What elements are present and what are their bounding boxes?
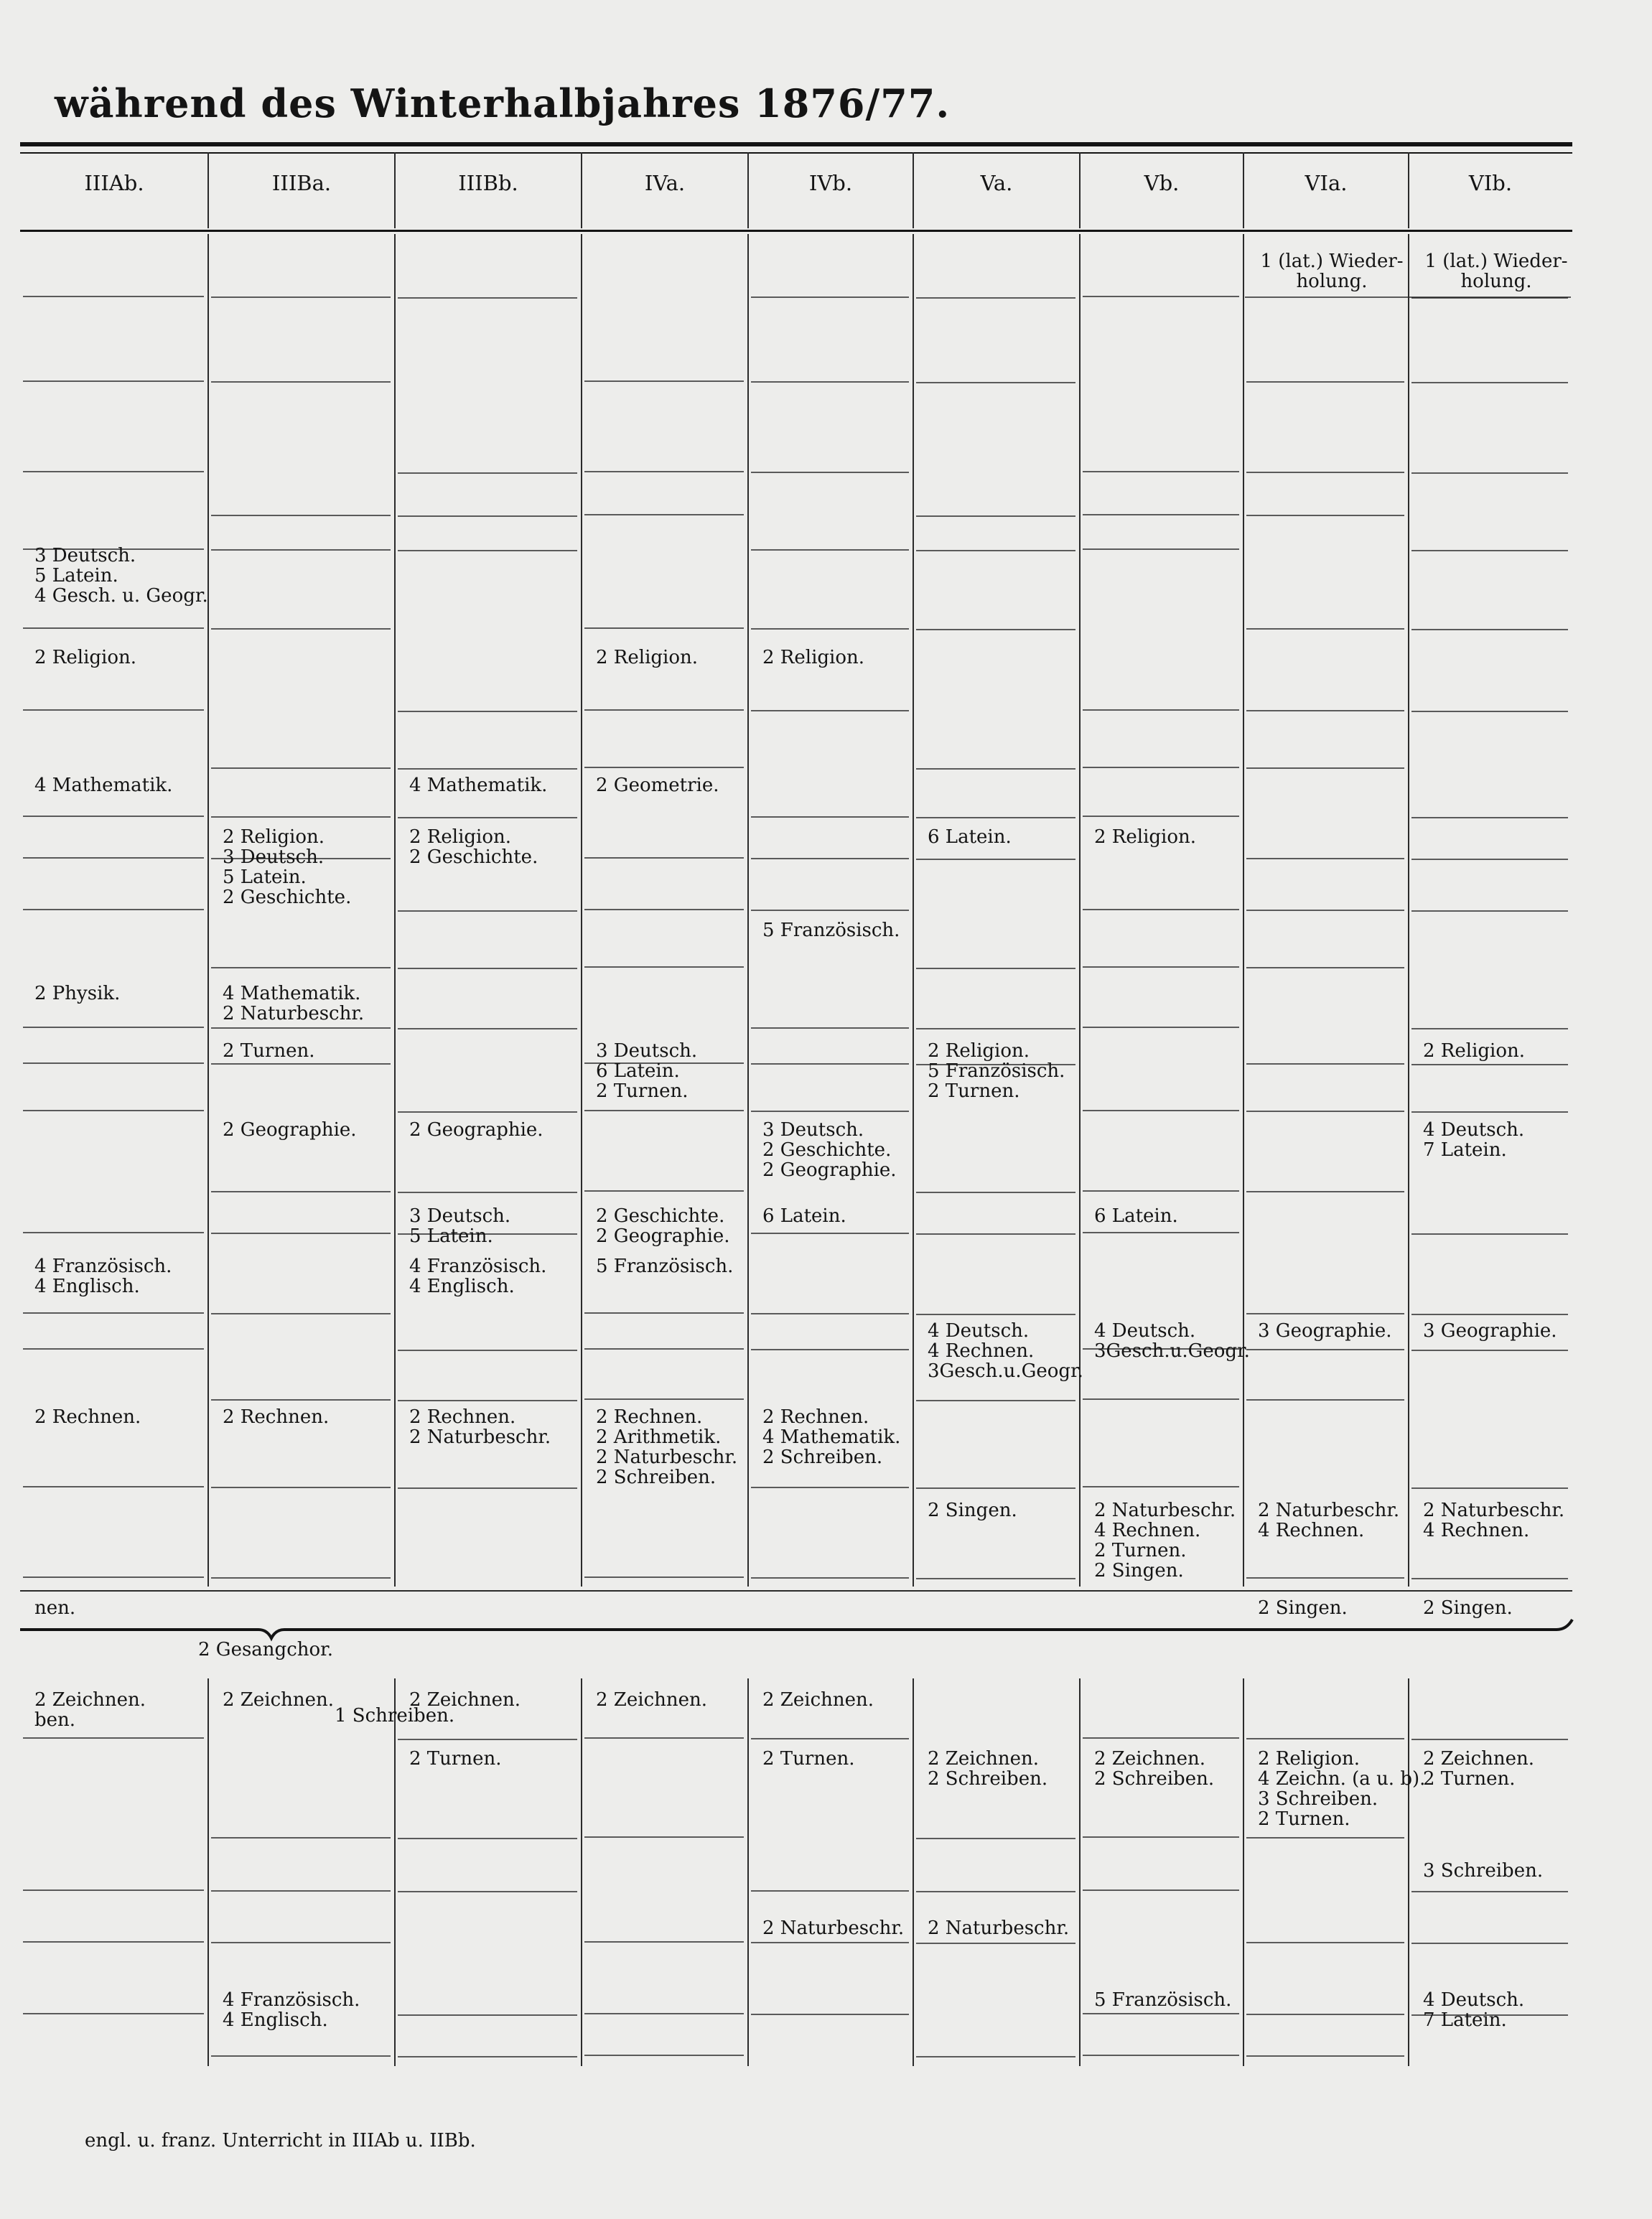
timetable-cell: 2 Zeichnen. ben. [34,1689,146,1731]
span-schreiben: 1 Schreiben. [335,1705,455,1727]
timetable-cell: 2 Religion. 3 Deutsch. 5 Latein. 2 Geschichte. [223,826,352,908]
timetable-cell: 3 Deutsch. 5 Latein. 4 Gesch. u. Geogr. [34,545,208,607]
timetable-cell: 2 Naturbeschr. [762,1917,905,1939]
timetable-cell: 2 Naturbeschr. [928,1917,1070,1939]
column-header: IVa. [644,171,686,195]
timetable-cell: 5 Französisch. [596,1256,734,1277]
timetable-cell: 2 Singen. [1423,1597,1513,1619]
timetable-cell: 2 Rechnen. 4 Mathematik. 2 Schreiben. [762,1406,901,1468]
timetable-cell: 4 Mathematik. 2 Naturbeschr. [223,983,365,1024]
timetable-cell: 4 Deutsch. 7 Latein. [1423,1989,1525,2031]
timetable-cell: 3 Geographie. [1423,1320,1557,1342]
column-header: VIa. [1305,171,1348,195]
timetable-cell: 2 Turnen. [409,1748,502,1770]
timetable-cell: 2 Religion. 5 Französisch. 2 Turnen. [928,1040,1065,1102]
span-gesangchor: 2 Gesangchor. [198,1639,333,1660]
timetable-cell: 2 Zeichnen. [409,1689,521,1711]
timetable-cell: 2 Geographie. [409,1119,543,1141]
timetable-cell: 2 Zeichnen. 2 Turnen. [1423,1748,1535,1790]
timetable-cell: 6 Latein. [928,826,1012,848]
timetable-cell: 2 Rechnen. [34,1406,141,1428]
timetable-cell: 4 Mathematik. [34,775,173,796]
timetable-cell: 4 Französisch. 4 Englisch. [34,1256,172,1297]
timetable-cell: 4 Mathematik. [409,775,548,796]
timetable-cell: 2 Turnen. [223,1040,315,1062]
timetable-cell: 2 Physik. [34,983,121,1004]
timetable-cell: 5 Französisch. [762,920,900,941]
timetable-cell: 2 Zeichnen. 2 Schreiben. [1094,1748,1215,1790]
timetable-cell: 2 Zeichnen. [596,1689,708,1711]
gesangchor-brace [20,1620,1572,1638]
timetable-cell: 6 Latein. [762,1205,846,1227]
timetable-cell: 2 Naturbeschr. 4 Rechnen. [1423,1500,1565,1541]
timetable-cell: 2 Geschichte. 2 Geographie. [596,1205,730,1247]
timetable-cell: 2 Singen. [928,1500,1017,1521]
timetable-cell: 2 Religion. [1423,1040,1526,1062]
column-header: Va. [980,171,1013,195]
timetable-cell: 2 Naturbeschr. 4 Rechnen. 2 Turnen. 2 Singen. [1094,1500,1236,1582]
timetable-cell: 3 Deutsch. 6 Latein. 2 Turnen. [596,1040,698,1102]
timetable-cell: 2 Zeichnen. [223,1689,335,1711]
timetable-cell: 2 Religion. [34,647,137,668]
column-header: VIb. [1468,171,1513,195]
timetable-cell: 1 (lat.) Wieder- holung. [1424,251,1568,292]
timetable-cell: 2 Geometrie. [596,775,719,796]
footnote: engl. u. franz. Unterricht in IIIAb u. IIBb. [85,2130,476,2152]
timetable-cell: 4 Französisch. 4 Englisch. [409,1256,547,1297]
page-title: während des Winterhalbjahres 1876/77. [55,80,951,126]
timetable-cell: 2 Singen. [1258,1597,1348,1619]
timetable-cell: 2 Religion. 2 Geschichte. [409,826,538,868]
timetable-cell: 2 Religion. 4 Zeichn. (a u. b). 3 Schreiben. 2 Turnen. [1258,1748,1426,1830]
column-header: IIIBb. [458,171,518,195]
timetable-cell: 2 Zeichnen. 2 Schreiben. [928,1748,1048,1790]
timetable-cell: 4 Deutsch. 3Gesch.u.Geogr. [1094,1320,1250,1362]
column-header: IVb. [808,171,853,195]
timetable-cell: 2 Zeichnen. [762,1689,874,1711]
timetable-cell: 2 Rechnen. 2 Arithmetik. 2 Naturbeschr. 2 Schreiben. [596,1406,738,1488]
timetable-cell: 3 Geographie. [1258,1320,1392,1342]
timetable-cell: 3 Deutsch. 2 Geschichte. 2 Geographie. [762,1119,897,1181]
timetable-cell: 4 Deutsch. 7 Latein. [1423,1119,1525,1161]
timetable-cell: 5 Französisch. [1094,1989,1232,2011]
timetable-cell: 2 Rechnen. 2 Naturbeschr. [409,1406,551,1448]
timetable-cell: 2 Rechnen. [223,1406,330,1428]
timetable-cell: 2 Geographie. [223,1119,357,1141]
timetable-cell: 2 Religion. [1094,826,1197,848]
timetable-cell: 6 Latein. [1094,1205,1178,1227]
column-header: IIIBa. [271,171,332,195]
timetable-cell: 2 Naturbeschr. 4 Rechnen. [1258,1500,1400,1541]
timetable-cell: 2 Turnen. [762,1748,855,1770]
column-header: IIIAb. [84,171,144,195]
timetable-cell: 4 Französisch. 4 Englisch. [223,1989,360,2031]
timetable-cell: 1 (lat.) Wieder- holung. [1260,251,1404,292]
timetable-cell: 3 Schreiben. [1423,1860,1544,1882]
timetable-cell: 3 Deutsch. 5 Latein. [409,1205,511,1247]
column-header: Vb. [1144,171,1180,195]
timetable-cell: nen. [34,1597,76,1619]
timetable-cell: 4 Deutsch. 4 Rechnen. 3Gesch.u.Geogr. [928,1320,1083,1382]
timetable-cell: 2 Religion. [596,647,699,668]
timetable-cell: 2 Religion. [762,647,865,668]
